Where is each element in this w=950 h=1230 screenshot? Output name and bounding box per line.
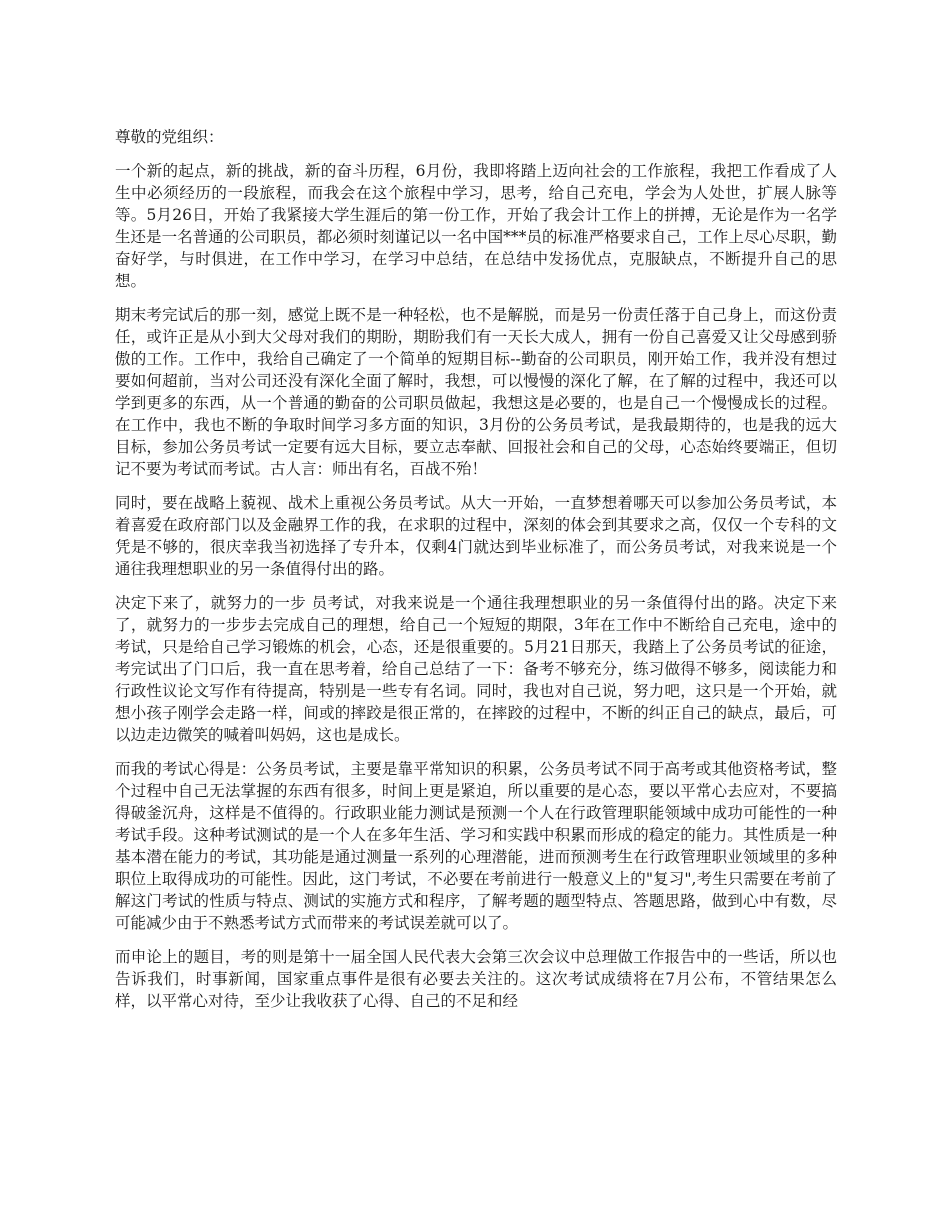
paragraph-3: 同时，要在战略上藐视、战术上重视公务员考试。从大一开始，一直梦想着哪天可以参加公务员考试，本着喜爱在政府部门以及金融界工作的我，在求职的过程中，深刻的体会到其要求之高，仅仅一个专科的文凭是不够的，很庆幸我当初选择了专升本，仅剩4门就达到毕业标准了，而公务员考试，对我来说是一个通往我理想职业的另一条值得付出的路。	[115, 494, 837, 578]
paragraph-5: 而我的考试心得是：公务员考试，主要是靠平常知识的积累，公务员考试不同于高考或其他资格考试，整个过程中自己无法掌握的东西有很多，时间上更是紧迫，所以重要的是心态，要以平常心去应对，不要搞得破釜沉舟，这样是不值得的。行政职业能力测试是预测一个人在行政管理职能领域中成功可能性的一种考试手段。这种考试测试的是一个人在多年生活、学习和实践中积累而形成的稳定的能力。其性质是一种基本潜在能力的考试，其功能是通过测量一系列的心理潜能，进而预测考生在行政管理职业领域里的多种职位上取得成功的可能性。因此，这门考试，不必要在考前进行一般意义上的"复习",考生只需要在考前了解这门考试的性质与特点、测试的实施方式和程序，了解考题的题型特点、答题思路，做到心中有数，尽可能减少由于不熟悉考试方式而带来的考试误差就可以了。	[115, 760, 837, 932]
paragraph-1: 一个新的起点，新的挑战，新的奋斗历程，6月份，我即将踏上迈向社会的工作旅程，我把工作看成了人生中必须经历的一段旅程，而我会在这个旅程中学习，思考，给自己充电，学会为人处世，扩展人脉等等。5月26日，开始了我紧接大学生涯后的第一份工作，开始了我会计工作上的拼搏，无论是作为一名学生还是一名普通的公司职员，都必须时刻谨记以一名中国***员的标准严格要求自己，工作上尽心尽职，勤奋好学，与时俱进，在工作中学习，在学习中总结，在总结中发扬优点，克服缺点，不断提升自己的思想。	[115, 162, 837, 290]
paragraph-2: 期末考完试后的那一刻，感觉上既不是一种轻松，也不是解脱，而是另一份责任落于自己身上，而这份责任，或许正是从小到大父母对我们的期盼，期盼我们有一天长大成人，拥有一份自己喜爱又让父母感到骄傲的工作。工作中，我给自己确定了一个简单的短期目标--勤奋的公司职员，刚开始工作，我并没有想过要如何超前，当对公司还没有深化全面了解时，我想，可以慢慢的深化了解，在了解的过程中，我还可以学到更多的东西，从一个普通的勤奋的公司职员做起，我想这是必要的，也是自己一个慢慢成长的过程。在工作中，我也不断的争取时间学习多方面的知识，3月份的公务员考试，是我最期待的，也是我的远大目标，参加公务员考试一定要有远大目标，要立志奉献、回报社会和自己的父母，心态始终要端正，但切记不要为考试而考试。古人言：师出有名，百战不殆！	[115, 306, 837, 478]
document-page	[115, 126, 837, 1024]
paragraph-4: 决定下来了，就努力的一步 员考试，对我来说是一个通往我理想职业的另一条值得付出的路。决定下来了，就努力的一步步去完成自己的理想，给自己一个短短的期限，3年在工作中不断给自己充电，途中的考试，只是给自己学习锻炼的机会，心态，还是很重要的。5月21日那天，我踏上了公务员考试的征途，考完试出了门口后，我一直在思考着，给自己总结了一下：备考不够充分，练习做得不够多，阅读能力和行政性议论文写作有待提高，特别是一些专有名词。同时，我也对自己说，努力吧，这只是一个开始，就想小孩子刚学会走路一样，间或的摔跤是很正常的，在摔跤的过程中，不断的纠正自己的缺点，最后，可以边走边微笑的喊着叫妈妈，这也是成长。	[115, 594, 837, 744]
salutation: 尊敬的党组织：	[115, 128, 224, 146]
paragraph-6: 而申论上的题目，考的则是第十一届全国人民代表大会第三次会议中总理做工作报告中的一些话，所以也告诉我们，时事新闻，国家重点事件是很有必要去关注的。这次考试成绩将在7月公布，不管结果怎么样，以平常心对待，至少让我收获了心得、自己的不足和经	[115, 948, 837, 1010]
